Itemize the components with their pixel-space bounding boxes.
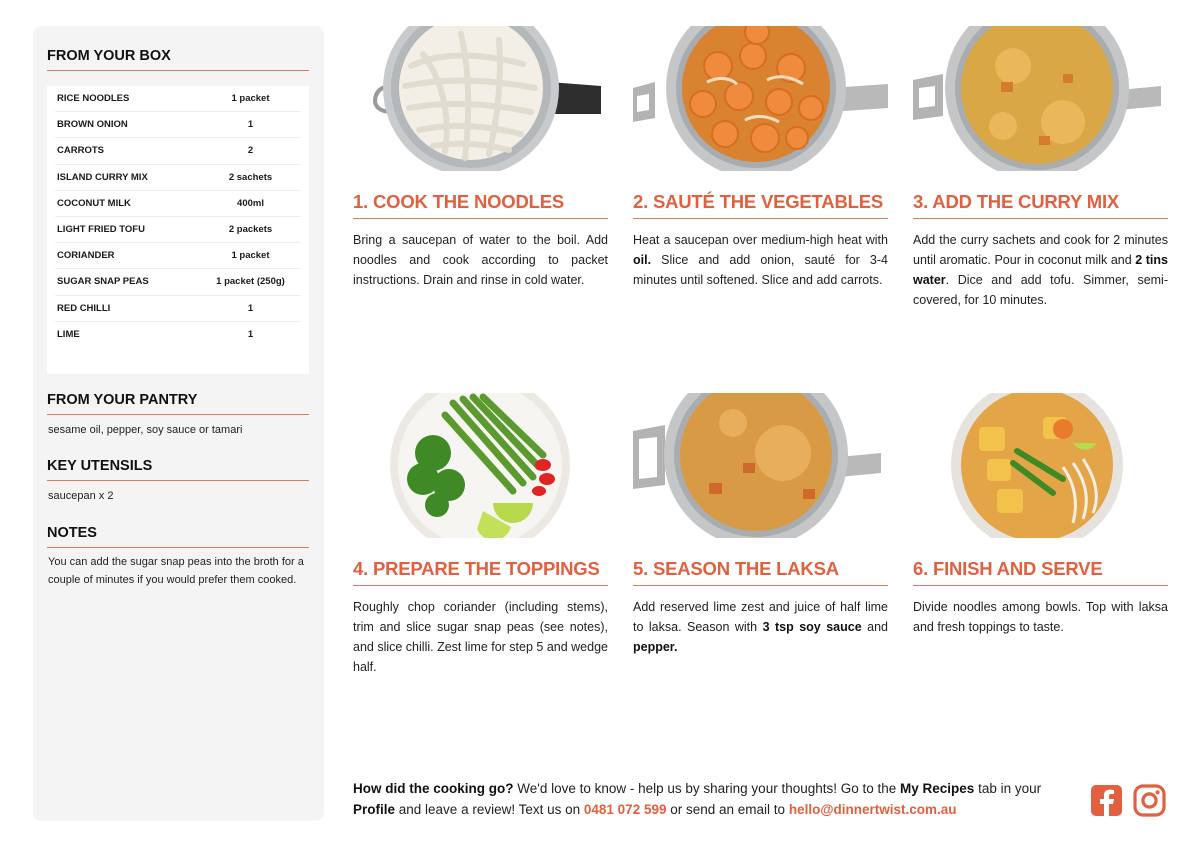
step-title: 1. COOK THE NOODLES (353, 191, 608, 219)
ingredients-table (47, 86, 309, 374)
step-6 (913, 393, 1168, 637)
ingredient-qty: 1 packet (250g) (216, 276, 285, 288)
saucepan-laksa-photo (633, 393, 888, 538)
ingredient-name: COCONUT MILK (57, 197, 131, 209)
email-link[interactable]: hello@dinnertwist.com.au (788, 802, 957, 817)
ingredient-qty: 1 packet (231, 250, 270, 262)
ingredient-row (55, 322, 301, 348)
ingredient-row (55, 243, 301, 269)
ingredient-row (55, 269, 301, 295)
pantry-heading: FROM YOUR PANTRY (47, 392, 309, 415)
ingredient-row (55, 165, 301, 191)
ingredient-name: RED CHILLI (57, 302, 111, 314)
feedback-footer: How did the cooking go? We'd love to know - help us by sharing your thoughts! Go to the My Recipes tab in your Profile and leave a review! Text us on 0481 072 599 or send an email to hello@dinnertwist.com.au (353, 781, 1042, 817)
notes-heading: NOTES (47, 525, 309, 548)
step-title: 5. SEASON THE LAKSA (633, 558, 888, 586)
step-instructions: Add reserved lime zest and juice of half lime to laksa. Season with 3 tsp soy sauce and pepper. (633, 600, 888, 654)
ingredient-name: CORIANDER (57, 250, 115, 262)
step-title: 3. ADD THE CURRY MIX (913, 191, 1168, 219)
step-3 (913, 26, 1168, 310)
ingredient-qty: 2 (247, 145, 254, 157)
utensils-heading: KEY UTENSILS (47, 458, 309, 481)
ingredient-name: BROWN ONION (57, 119, 128, 131)
toppings-plate-photo (353, 393, 608, 538)
ingredient-name: SUGAR SNAP PEAS (57, 276, 149, 288)
feedback-question: How did the cooking go? (353, 781, 514, 796)
ingredient-row (55, 217, 301, 243)
step-title: 2. SAUTÉ THE VEGETABLES (633, 191, 888, 219)
ingredient-qty: 400ml (237, 197, 264, 209)
notes-text: You can add the sugar snap peas into the broth for a couple of minutes if you would prefer them cooked. (48, 556, 304, 586)
from-box-heading: FROM YOUR BOX (47, 48, 309, 71)
ingredient-name: RICE NOODLES (57, 93, 130, 105)
step-instructions: Roughly chop coriander (including stems), trim and slice sugar snap peas (see notes), and slice chilli. Zest lime for step 5 and wedge half. (353, 600, 608, 674)
ingredient-qty: 1 (247, 329, 254, 341)
pantry-text: sesame oil, pepper, soy sauce or tamari (48, 424, 243, 436)
laksa-bowl-photo (913, 393, 1168, 538)
step-title: 4. PREPARE THE TOPPINGS (353, 558, 608, 586)
ingredient-qty: 2 packets (228, 224, 273, 236)
ingredient-row (55, 138, 301, 164)
ingredient-qty: 1 packet (231, 93, 270, 105)
instagram-icon[interactable] (1133, 784, 1166, 817)
phone-link[interactable]: 0481 072 599 (583, 802, 667, 817)
step-instructions: Divide noodles among bowls. Top with laksa and fresh toppings to taste. (913, 600, 1168, 634)
ingredient-name: LIME (57, 329, 80, 341)
ingredient-row (55, 86, 301, 112)
saucepan-curry-photo (913, 26, 1168, 171)
utensils-text: saucepan x 2 (48, 490, 114, 502)
ingredient-name: CARROTS (57, 145, 104, 157)
saucepan-vegetables-photo (633, 26, 888, 171)
ingredient-qty: 1 (247, 302, 254, 314)
my-recipes-link[interactable]: My Recipes (900, 781, 975, 796)
step-5 (633, 393, 888, 657)
ingredients-sidebar (33, 26, 324, 821)
ingredient-qty: 1 (247, 119, 254, 131)
step-instructions: Add the curry sachets and cook for 2 minutes until aromatic. Pour in coconut milk and 2 tins water. Dice and add tofu. Simmer, semi-covered, for 10 minutes. (913, 233, 1168, 307)
step-4 (353, 393, 608, 677)
ingredient-qty: 2 sachets (228, 171, 273, 183)
step-instructions: Bring a saucepan of water to the boil. Add noodles and cook according to packet instructions. Drain and rinse in cold water. (353, 233, 608, 287)
ingredient-row (55, 112, 301, 138)
step-title: 6. FINISH AND SERVE (913, 558, 1168, 586)
noodles-colander-photo (353, 26, 608, 171)
ingredient-row (55, 296, 301, 322)
facebook-icon[interactable] (1090, 784, 1123, 817)
step-instructions: Heat a saucepan over medium-high heat with oil. Slice and add onion, sauté for 3-4 minutes until softened. Slice and add carrots. (633, 233, 888, 287)
ingredient-name: LIGHT FRIED TOFU (57, 224, 145, 236)
step-2 (633, 26, 888, 290)
profile-link[interactable]: Profile (353, 802, 396, 817)
ingredient-name: ISLAND CURRY MIX (57, 171, 148, 183)
ingredient-row (55, 191, 301, 217)
step-1 (353, 26, 608, 290)
